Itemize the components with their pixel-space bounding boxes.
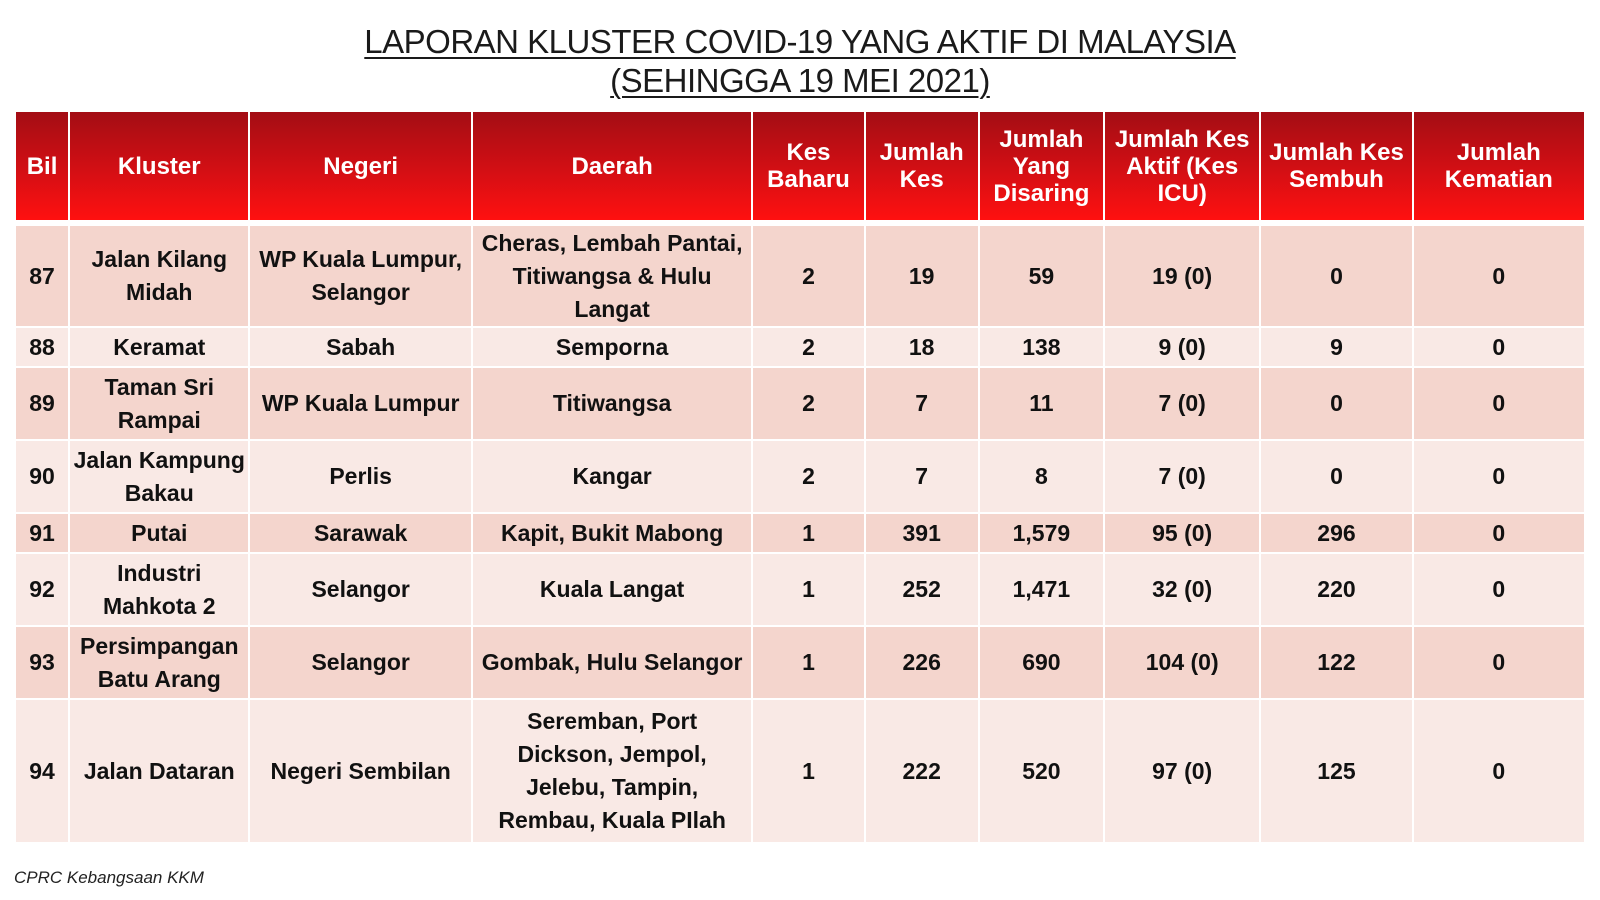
cell-daerah: Cheras, Lembah Pantai, Titiwangsa & Hulu Langat bbox=[473, 222, 752, 326]
cell-kes-baharu: 2 bbox=[753, 222, 863, 326]
cell-jumlah-disaring: 138 bbox=[980, 328, 1103, 366]
header-jumlah-kes: Jumlah Kes bbox=[866, 112, 978, 220]
table-row bbox=[16, 222, 1584, 326]
cell-kes-aktif: 97 (0) bbox=[1105, 700, 1259, 842]
cell-daerah: Seremban, Port Dickson, Jempol, Jelebu, Tampin, Rembau, Kuala PIlah bbox=[473, 700, 752, 842]
source-footer: CPRC Kebangsaan KKM bbox=[14, 868, 204, 887]
cell-kematian: 0 bbox=[1414, 441, 1584, 512]
cell-kes-sembuh: 0 bbox=[1261, 222, 1411, 326]
cell-jumlah-disaring: 690 bbox=[980, 627, 1103, 698]
cell-kes-sembuh: 9 bbox=[1261, 328, 1411, 366]
table-row bbox=[16, 328, 1584, 366]
cell-bil: 94 bbox=[16, 700, 68, 842]
cell-kematian: 0 bbox=[1414, 328, 1584, 366]
cell-negeri: Perlis bbox=[250, 441, 470, 512]
cell-kluster: Jalan Kampung Bakau bbox=[70, 441, 248, 512]
cell-kes-sembuh: 0 bbox=[1261, 368, 1411, 439]
cell-negeri: WP Kuala Lumpur, Selangor bbox=[250, 222, 470, 326]
cell-kes-baharu: 2 bbox=[753, 328, 863, 366]
cell-jumlah-disaring: 1,579 bbox=[980, 514, 1103, 552]
cell-kes-sembuh: 220 bbox=[1261, 554, 1411, 625]
cell-jumlah-kes: 222 bbox=[866, 700, 978, 842]
cell-bil: 91 bbox=[16, 514, 68, 552]
cell-kluster: Persimpangan Batu Arang bbox=[70, 627, 248, 698]
cell-jumlah-disaring: 11 bbox=[980, 368, 1103, 439]
cell-negeri: Selangor bbox=[250, 554, 470, 625]
cell-jumlah-disaring: 1,471 bbox=[980, 554, 1103, 625]
cell-kluster: Jalan Kilang Midah bbox=[70, 222, 248, 326]
table-row bbox=[16, 368, 1584, 439]
cell-kes-baharu: 2 bbox=[753, 368, 863, 439]
cell-kes-baharu: 1 bbox=[753, 554, 863, 625]
cell-negeri: WP Kuala Lumpur bbox=[250, 368, 470, 439]
cell-negeri: Selangor bbox=[250, 627, 470, 698]
cell-daerah: Kapit, Bukit Mabong bbox=[473, 514, 752, 552]
cell-kes-aktif: 104 (0) bbox=[1105, 627, 1259, 698]
cell-negeri: Sarawak bbox=[250, 514, 470, 552]
cell-kes-aktif: 32 (0) bbox=[1105, 554, 1259, 625]
cell-kes-baharu: 2 bbox=[753, 441, 863, 512]
cell-jumlah-disaring: 59 bbox=[980, 222, 1103, 326]
cell-kes-sembuh: 122 bbox=[1261, 627, 1411, 698]
cell-jumlah-kes: 18 bbox=[866, 328, 978, 366]
cell-kes-aktif: 19 (0) bbox=[1105, 222, 1259, 326]
cell-kluster: Jalan Dataran bbox=[70, 700, 248, 842]
cell-jumlah-disaring: 520 bbox=[980, 700, 1103, 842]
title-line-2: (SEHINGGA 19 MEI 2021) bbox=[610, 62, 990, 99]
cell-jumlah-kes: 391 bbox=[866, 514, 978, 552]
cell-kes-aktif: 9 (0) bbox=[1105, 328, 1259, 366]
cell-bil: 87 bbox=[16, 222, 68, 326]
cell-jumlah-kes: 7 bbox=[866, 368, 978, 439]
cell-kes-baharu: 1 bbox=[753, 514, 863, 552]
header-bil: Bil bbox=[16, 112, 68, 220]
table-row bbox=[16, 627, 1584, 698]
table-row bbox=[16, 514, 1584, 552]
cell-jumlah-kes: 19 bbox=[866, 222, 978, 326]
cell-kematian: 0 bbox=[1414, 554, 1584, 625]
cell-kematian: 0 bbox=[1414, 222, 1584, 326]
report-title bbox=[0, 22, 1600, 100]
cell-negeri: Negeri Sembilan bbox=[250, 700, 470, 842]
header-negeri: Negeri bbox=[250, 112, 470, 220]
cell-kluster: Keramat bbox=[70, 328, 248, 366]
title-line-1: LAPORAN KLUSTER COVID-19 YANG AKTIF DI MALAYSIA bbox=[364, 23, 1236, 60]
cell-bil: 90 bbox=[16, 441, 68, 512]
table-header-row bbox=[16, 112, 1584, 220]
cell-kluster: Putai bbox=[70, 514, 248, 552]
header-kes-baharu: Kes Baharu bbox=[753, 112, 863, 220]
cell-kes-baharu: 1 bbox=[753, 627, 863, 698]
cell-kematian: 0 bbox=[1414, 368, 1584, 439]
header-jumlah-kematian: Jumlah Kematian bbox=[1414, 112, 1584, 220]
cell-daerah: Kangar bbox=[473, 441, 752, 512]
cell-bil: 89 bbox=[16, 368, 68, 439]
cell-kes-sembuh: 296 bbox=[1261, 514, 1411, 552]
cell-kluster: Industri Mahkota 2 bbox=[70, 554, 248, 625]
cell-negeri: Sabah bbox=[250, 328, 470, 366]
cell-kes-aktif: 7 (0) bbox=[1105, 441, 1259, 512]
cell-kes-aktif: 95 (0) bbox=[1105, 514, 1259, 552]
cell-daerah: Titiwangsa bbox=[473, 368, 752, 439]
header-kluster: Kluster bbox=[70, 112, 248, 220]
cell-kematian: 0 bbox=[1414, 700, 1584, 842]
cell-jumlah-kes: 226 bbox=[866, 627, 978, 698]
header-jumlah-disaring: Jumlah Yang Disaring bbox=[980, 112, 1103, 220]
cell-daerah: Gombak, Hulu Selangor bbox=[473, 627, 752, 698]
table-row bbox=[16, 554, 1584, 625]
cell-jumlah-disaring: 8 bbox=[980, 441, 1103, 512]
cell-bil: 92 bbox=[16, 554, 68, 625]
header-jumlah-kes-sembuh: Jumlah Kes Sembuh bbox=[1261, 112, 1411, 220]
cell-kematian: 0 bbox=[1414, 514, 1584, 552]
table-row bbox=[16, 441, 1584, 512]
cell-bil: 88 bbox=[16, 328, 68, 366]
cell-bil: 93 bbox=[16, 627, 68, 698]
table-row bbox=[16, 700, 1584, 842]
header-jumlah-kes-aktif: Jumlah Kes Aktif (Kes ICU) bbox=[1105, 112, 1259, 220]
cell-kes-sembuh: 125 bbox=[1261, 700, 1411, 842]
cell-kes-aktif: 7 (0) bbox=[1105, 368, 1259, 439]
cell-daerah: Kuala Langat bbox=[473, 554, 752, 625]
cell-kes-baharu: 1 bbox=[753, 700, 863, 842]
cell-kes-sembuh: 0 bbox=[1261, 441, 1411, 512]
cluster-table bbox=[14, 110, 1586, 844]
cell-daerah: Semporna bbox=[473, 328, 752, 366]
cell-jumlah-kes: 7 bbox=[866, 441, 978, 512]
cell-jumlah-kes: 252 bbox=[866, 554, 978, 625]
cell-kematian: 0 bbox=[1414, 627, 1584, 698]
header-daerah: Daerah bbox=[473, 112, 752, 220]
cell-kluster: Taman Sri Rampai bbox=[70, 368, 248, 439]
